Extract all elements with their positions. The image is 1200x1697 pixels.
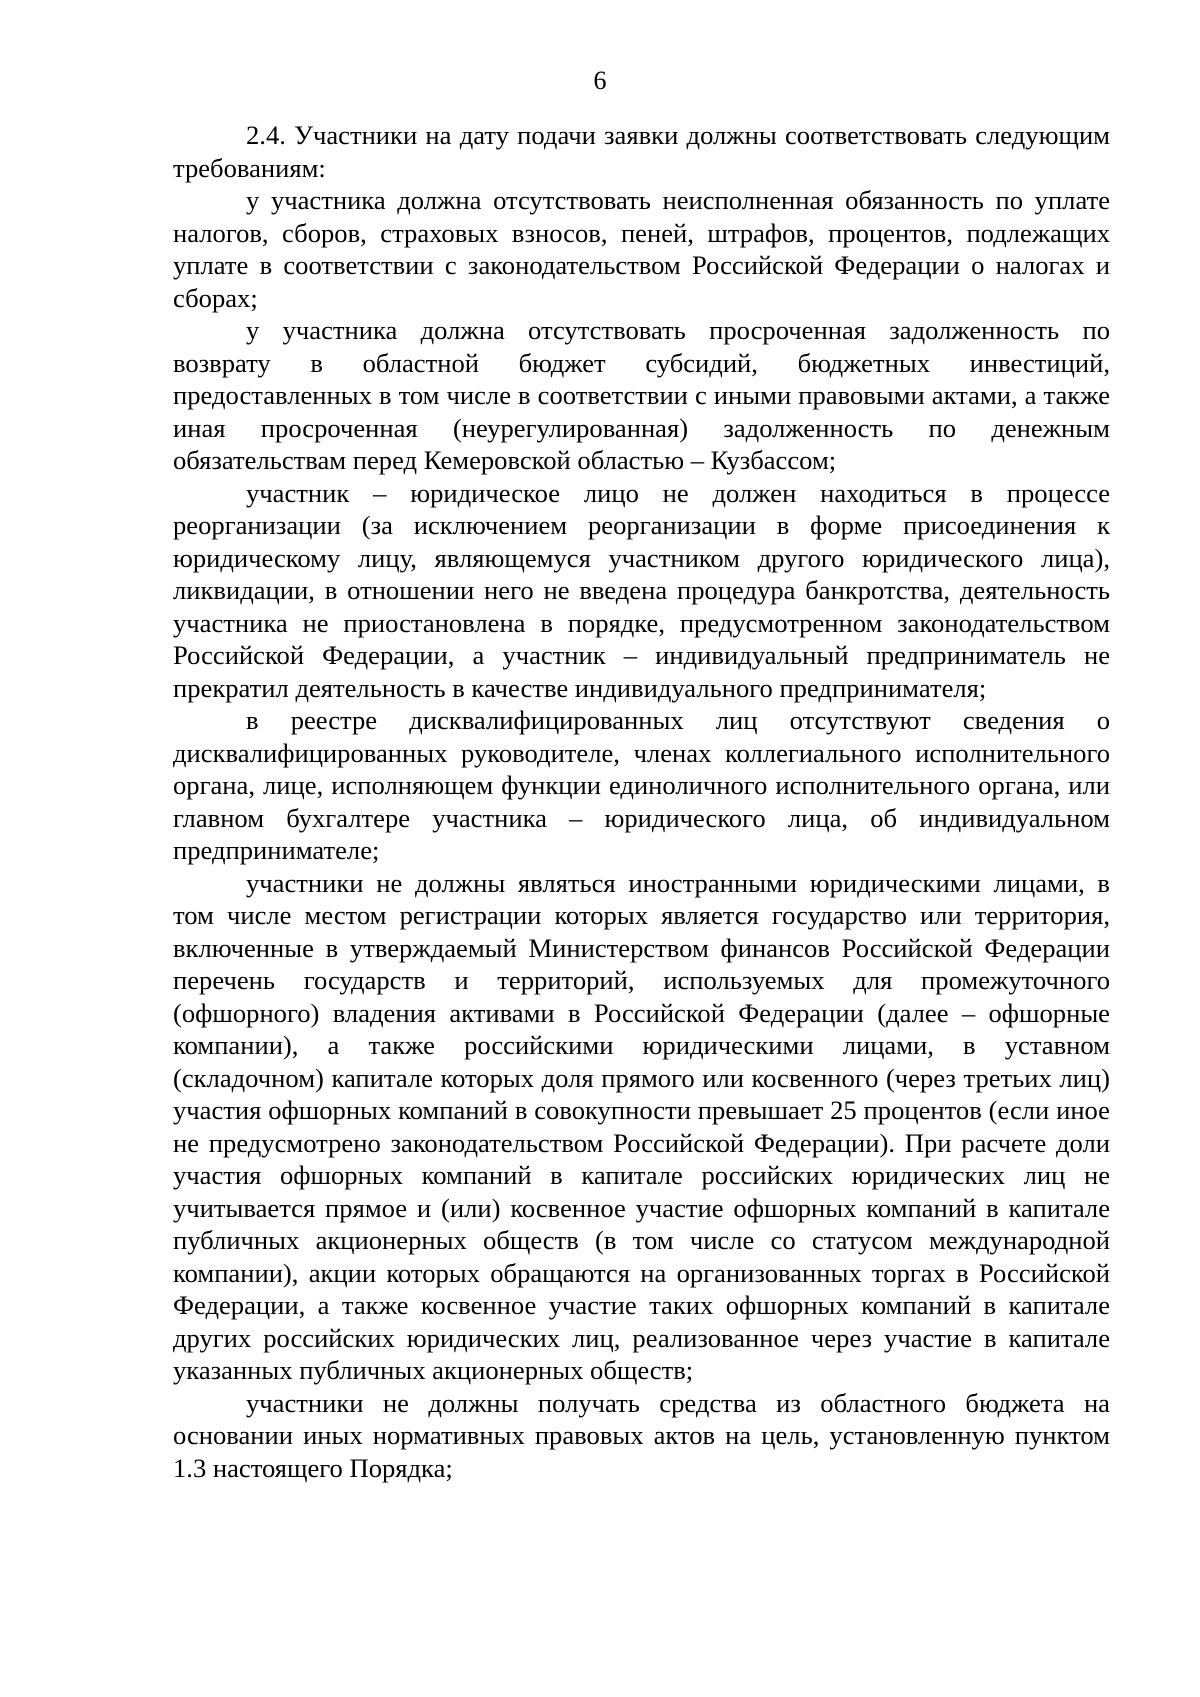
paragraph-2-4-intro: 2.4. Участники на дату подачи заявки должны соответствовать следующим требованиям: [173,120,1110,183]
paragraph-disqualified-persons: в реестре дисквалифицированных лиц отсутствуют сведения о дисквалифицированных руководителе, членах коллегиального исполнительного органа, лице, исполняющем функции единоличного исполнительного органа, или главном бухгалтере участника – юридического лица, об индивидуальном предпринимателе; [173,705,1110,865]
document-body [173,119,1110,1484]
paragraph-overdue-debt: у участника должна отсутствовать просроченная задолженность по возврату в областной бюджет субсидий, бюджетных инвестиций, предоставленных в том числе в соответствии с иными правовыми актами, а также иная просроченная (неурегулированная) задолженность по денежным обязательствам перед Кемеровской областью – Кузбассом; [173,315,1110,475]
page-number: 6 [593,66,607,95]
paragraph-reorganization: участник – юридическое лицо не должен находиться в процессе реорганизации (за исключением реорганизации в форме присоединения к юридическому лицу, являющемуся участником другого юридического лица), ликвидации, в отношении него не введена процедура банкротства, деятельность участника не приостановлена в порядке, предусмотренном законодательством Российской Федерации, а участник – индивидуальный предприниматель не прекратил деятельность в качестве индивидуального предпринимателя; [173,477,1110,703]
paragraph-tax-obligation: у участника должна отсутствовать неисполненная обязанность по уплате налогов, сборов, страховых взносов, пеней, штрафов, процентов, подлежащих уплате в соответствии с законодательством Российской Федерации о налогах и сборах; [173,185,1110,313]
paragraph-other-funding: участники не должны получать средства из областного бюджета на основании иных нормативных правовых актов на цель, установленную пунктом 1.3 настоящего Порядка; [173,1387,1110,1483]
paragraph-offshore-companies: участники не должны являться иностранными юридическими лицами, в том числе местом регистрации которых является государство или территория, включенные в утверждаемый Министерством финансов Российской Федерации перечень государств и территорий, используемых для промежуточного (офшорного) владения активами в Российской Федерации (далее – офшорные компании), а также российскими юридическими лицами, в уставном (складочном) капитале которых доля прямого или косвенного (через третьих лиц) участия офшорных компаний в совокупности превышает 25 процентов (если иное не предусмотрено законодательством Российской Федерации). При расчете доли участия офшорных компаний в капитале российских юридических лиц не учитывается прямое и (или) косвенное участие офшорных компаний в капитале публичных акционерных обществ (в том числе со статусом международной компании), акции которых обращаются на организованных торгах в Российской Федерации, а также косвенное участие таких офшорных компаний в капитале других российских юридических лиц, реализованное через участие в капитале указанных публичных акционерных обществ; [173,867,1110,1385]
